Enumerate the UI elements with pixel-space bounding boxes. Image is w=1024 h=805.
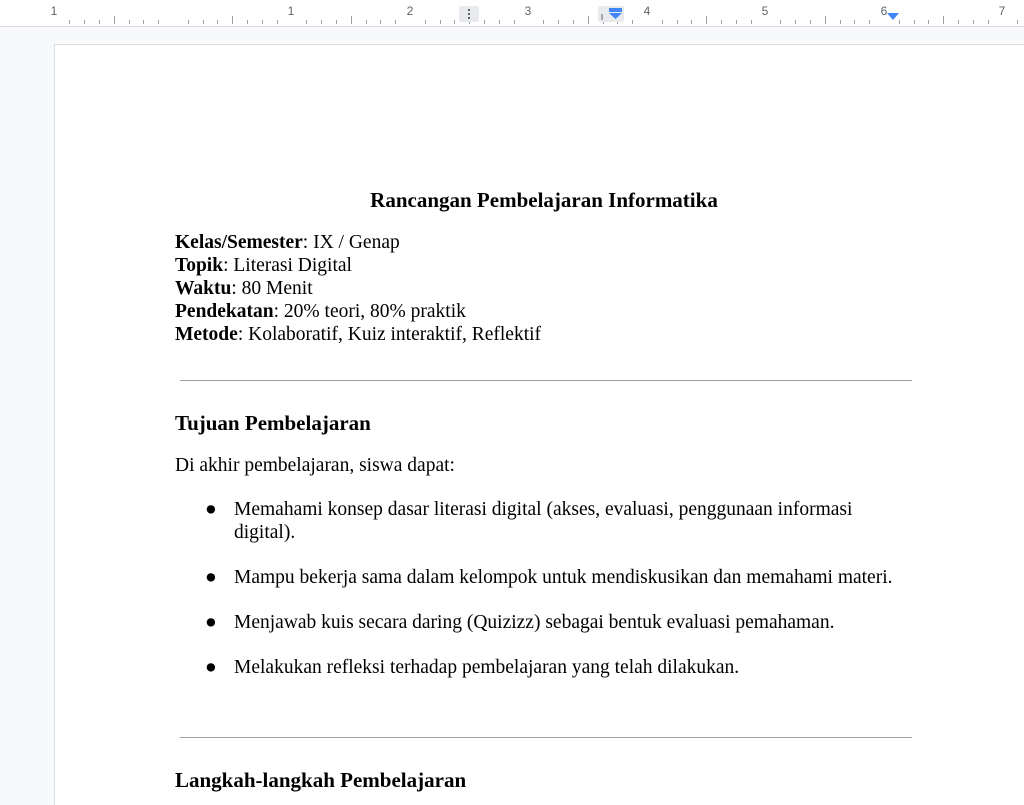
ruler-number: 1 (50, 4, 58, 18)
section-heading-langkah: Langkah-langkah Pembelajaran (175, 768, 467, 792)
ruler-number: 5 (761, 4, 769, 18)
meta-value: : Literasi Digital (223, 255, 352, 276)
meta-value: : Kolaboratif, Kuiz interaktif, Reflektif (237, 324, 542, 345)
ruler-number: 1 (287, 4, 295, 18)
meta-label: Pendekatan (175, 301, 274, 322)
meta-value: : 80 Menit (231, 278, 313, 299)
section-heading-tujuan: Tujuan Pembelajaran (175, 411, 371, 435)
ruler-ticks (0, 0, 1024, 26)
meta-line-topik (175, 254, 541, 277)
section-intro: Di akhir pembelajaran, siswa dapat: (175, 455, 455, 476)
ruler-number: 7 (998, 4, 1006, 18)
ruler-number: 3 (524, 4, 532, 18)
column-handle-icon[interactable] (459, 6, 479, 22)
bullet-icon: ● (205, 657, 217, 678)
meta-label: Metode (175, 324, 238, 345)
ruler-number: 6 (880, 4, 888, 18)
list-item-text: Menjawab kuis secara daring (Quizizz) sebagai bentuk evaluasi pemahaman. (234, 612, 835, 633)
meta-value: : 20% teori, 80% praktik (273, 301, 466, 322)
meta-line-kelas (175, 231, 541, 254)
meta-label: Kelas/Semester (175, 232, 303, 253)
right-indent-marker-icon[interactable] (886, 12, 900, 22)
bullet-icon: ● (205, 567, 217, 588)
horizontal-ruler[interactable] (0, 0, 1024, 27)
meta-line-metode (175, 323, 541, 346)
list-item-text: Mampu bekerja sama dalam kelompok untuk mendiskusikan dan memahami materi. (234, 567, 893, 588)
list-item-text: Memahami konsep dasar literasi digital (akses, evaluasi, penggunaan informasi digital). (234, 499, 853, 543)
meta-label: Topik (175, 255, 224, 276)
document-title: Rancangan Pembelajaran Informatika (370, 188, 718, 212)
meta-value: : IX / Genap (302, 232, 400, 253)
ruler-number: 2 (406, 4, 414, 18)
meta-line-waktu (175, 277, 541, 300)
list-item-text: Melakukan refleksi terhadap pembelajaran yang telah dilakukan. (234, 657, 740, 678)
left-indent-marker-icon[interactable] (598, 6, 624, 22)
horizontal-rule (180, 737, 912, 738)
document-page[interactable] (54, 44, 1024, 805)
metadata-block (175, 231, 541, 346)
bullet-icon: ● (205, 499, 217, 520)
meta-line-pendekatan (175, 300, 541, 323)
bullet-icon: ● (205, 612, 217, 633)
meta-label: Waktu (175, 278, 232, 299)
ruler-number: 4 (643, 4, 651, 18)
horizontal-rule (180, 380, 912, 381)
